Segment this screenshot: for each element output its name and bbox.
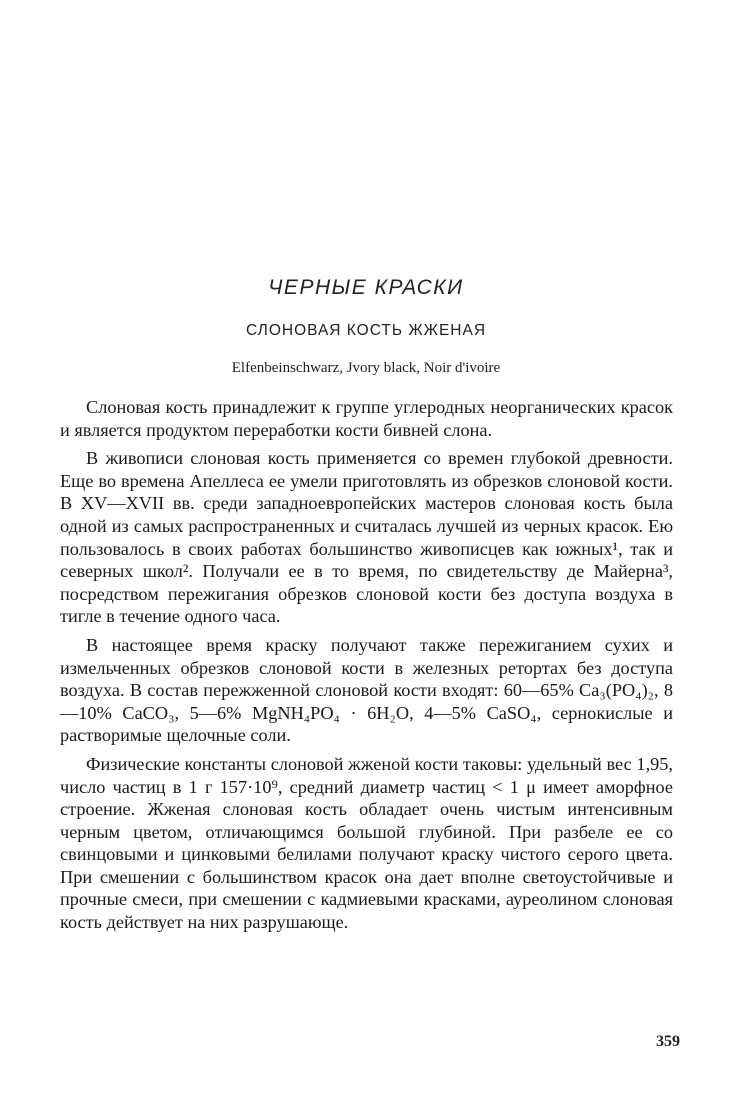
paragraph: В живописи слоновая кость применяется со времен глубокой древности. Еще во времена Апеллеса ее умели приготовлять из обрезков слоновой кости. В XV—XVII вв. среди западноевропейских мастеров слоновая кость была одной из самых распространенных и считалась лучшей из черных красок. Ею пользовалось в своих работах большинство живописцев как южных¹, так и северных школ². Получали ее в то время, по свидетельству де Майерна³, посредством пережигания обрезков слоновой кости без доступа воздуха в тигле в течение одного часа. (60, 448, 673, 627)
section-subtitle: Elfenbeinschwarz, Jvory black, Noir d'ivoire (231, 360, 501, 376)
section-title: СЛОНОВАЯ КОСТЬ ЖЖЕНАЯ (245, 322, 487, 339)
chapter-title: ЧЕРНЫЕ КРАСКИ (268, 276, 464, 299)
paragraph: Слоновая кость принадлежит к группе углеродных неорганических красок и является продуктом переработки кости бивней слона. (60, 397, 673, 440)
page-number: 359 (656, 1033, 680, 1050)
paragraph: Физические константы слоновой жженой кости таковы: удельный вес 1,95, число частиц в 1 г 157·10⁹, средний диаметр частиц < 1 μ имеет аморфное строение. Жженая слоновая кость обладает очень чистым интенсивным черным цветом, отличающимся большой глубиной. При разбеле ее со свинцовыми и цинковыми белилами получают краску чистого серого цвета. При смешении с большинством красок она дает вполне светоустойчивые и прочные смеси, при смешении с кадмиевыми красками, ауреолином слоновая кость действует на них разрушающе. (60, 753, 673, 933)
body-text (60, 396, 673, 934)
paragraph: В настоящее время краску получают также пережиганием сухих и измельченных обрезков слоновой кости в железных ретортах без доступа воздуха. В состав пережженной слоновой кости входят: 60—65% Ca₃(PO₄)₂, 8—10% CaCO₃, 5—6% MgNH₄PO₄ · 6H₂O, 4—5% CaSO₄, сернокислые и растворимые щелочные соли. (60, 634, 673, 746)
